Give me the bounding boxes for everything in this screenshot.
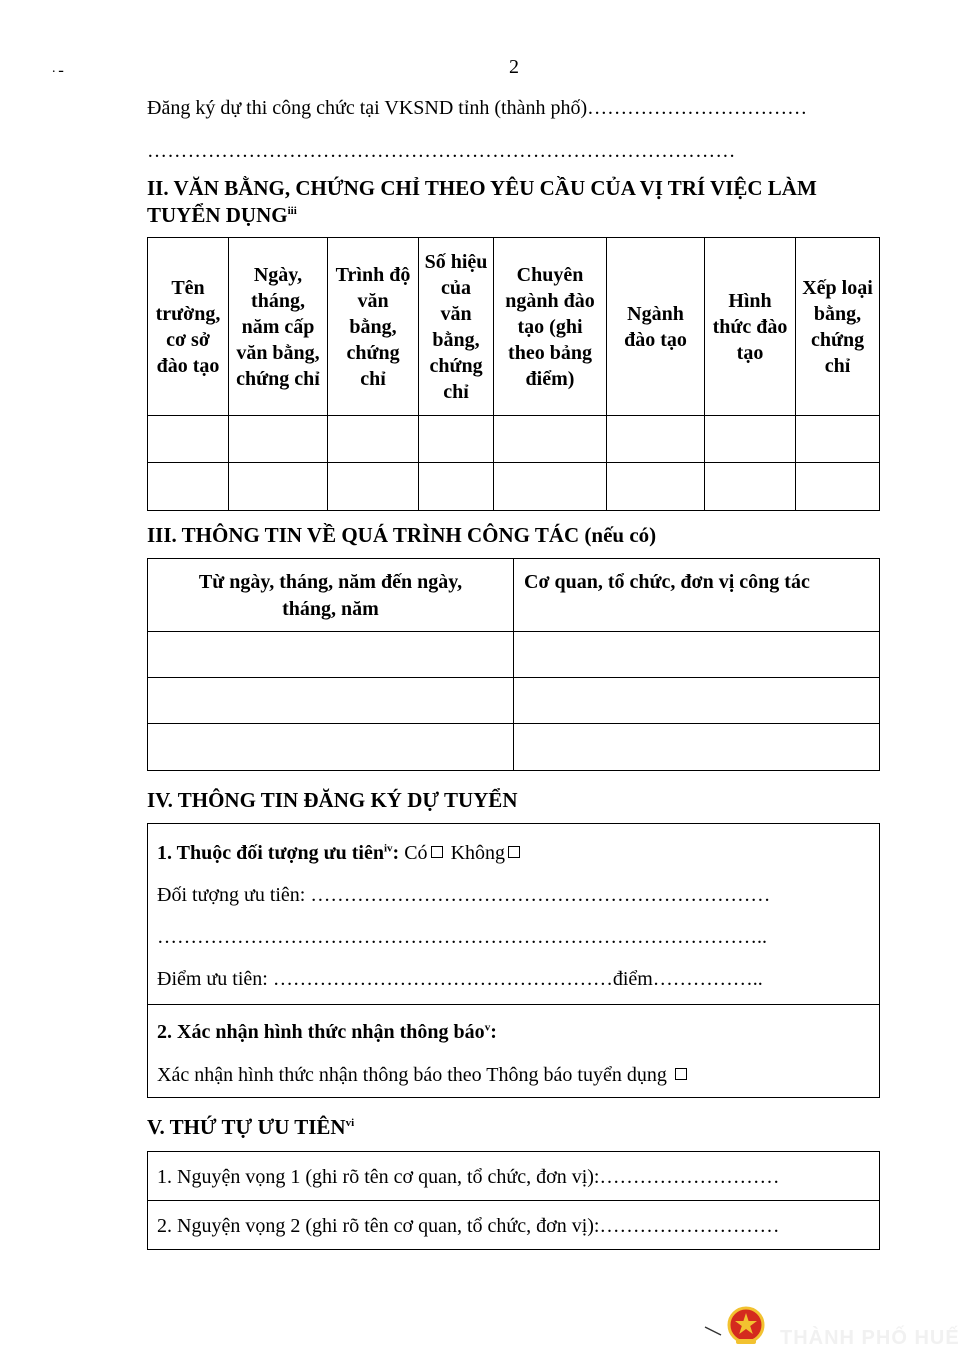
section-2-title-line2 — [147, 203, 297, 228]
priority-label: 1. Thuộc đối tượng ưu tiên — [157, 842, 384, 864]
col-period-line1: Từ ngày, tháng, năm đến ngày, — [198, 571, 463, 593]
work-header-row — [148, 559, 880, 632]
table-cell[interactable] — [148, 463, 229, 511]
confirm-text-row — [157, 1064, 690, 1087]
endnote-marker: v — [484, 1021, 491, 1034]
table-cell[interactable] — [705, 463, 796, 511]
national-emblem-icon — [727, 1306, 765, 1346]
table-cell[interactable] — [514, 632, 880, 678]
col-serial — [419, 238, 494, 416]
header-line: tạo — [736, 341, 764, 364]
col-period-line2: tháng, năm — [282, 598, 379, 620]
table-cell[interactable] — [796, 416, 880, 463]
header-line: Chuyên — [516, 263, 584, 286]
header-line: chỉ — [443, 380, 469, 403]
wish-1-field[interactable]: 1. Nguyện vọng 1 (ghi rõ tên cơ quan, tổ chức, đơn vị):……………………… — [157, 1166, 780, 1188]
priority-order-box — [147, 1151, 880, 1250]
header-line: trường, — [155, 302, 221, 325]
header-line: Xếp loại — [802, 276, 873, 299]
header-line: chứng — [429, 354, 483, 377]
header-line: chứng — [810, 328, 865, 351]
header-line: đào tạo — [624, 328, 687, 351]
col-issue-date — [229, 238, 328, 416]
header-line: Hình — [728, 289, 772, 312]
table-row — [148, 724, 880, 771]
yes-checkbox[interactable] — [431, 846, 443, 858]
header-line: Số hiệu — [424, 250, 488, 273]
table-cell[interactable] — [419, 416, 494, 463]
table-cell[interactable] — [607, 463, 705, 511]
table-cell[interactable] — [514, 724, 880, 771]
col-school — [148, 238, 229, 416]
header-line: tạo (ghi — [517, 315, 583, 338]
col-period — [148, 559, 514, 632]
table-cell[interactable] — [229, 416, 328, 463]
work-history-table — [147, 558, 880, 771]
col-training-form — [705, 238, 796, 416]
priority-row — [157, 842, 523, 865]
table-cell[interactable] — [419, 463, 494, 511]
diploma-table — [147, 237, 880, 511]
header-line: đào tạo — [156, 354, 220, 377]
priority-colon: : — [392, 842, 400, 864]
section-3-title: III. THÔNG TIN VỀ QUÁ TRÌNH CÔNG TÁC (nếu có) — [147, 523, 657, 547]
col-specialization — [494, 238, 607, 416]
confirm-label: 2. Xác nhận hình thức nhận thông báo — [157, 1021, 485, 1043]
header-line: ngành đào — [505, 289, 595, 312]
table-cell[interactable] — [705, 416, 796, 463]
header-line: năm cấp — [241, 315, 315, 338]
header-line: bằng, — [813, 302, 862, 325]
section-5-title — [147, 1115, 354, 1140]
register-line: Đăng ký dự thi công chức tại VKSND tỉnh (thành phố)…………………………… — [147, 97, 808, 119]
table-row — [148, 632, 880, 678]
header-line: bằng, — [349, 315, 397, 338]
header-line: Ngành — [627, 302, 684, 325]
table-cell[interactable] — [796, 463, 880, 511]
divider — [148, 1004, 879, 1005]
table-cell[interactable] — [229, 463, 328, 511]
confirm-checkbox[interactable] — [675, 1068, 687, 1080]
header-line: bằng, — [432, 328, 480, 351]
header-line: tháng, — [251, 289, 305, 312]
table-cell[interactable] — [494, 463, 607, 511]
table-cell[interactable] — [494, 416, 607, 463]
header-line: điểm) — [525, 367, 575, 390]
table-cell[interactable] — [148, 632, 514, 678]
confirm-text: Xác nhận hình thức nhận thông báo theo Thông báo tuyển dụng — [157, 1064, 667, 1086]
header-line: chỉ — [360, 367, 386, 390]
page-number: 2 — [509, 56, 519, 78]
table-cell[interactable] — [607, 416, 705, 463]
section-5-title-text: V. THỨ TỰ ƯU TIÊN — [147, 1115, 346, 1139]
col-organization: Cơ quan, tổ chức, đơn vị công tác — [514, 559, 880, 632]
header-line: văn — [357, 289, 389, 312]
header-line: chứng — [346, 341, 400, 364]
header-line: của — [441, 276, 471, 299]
endnote-marker: iv — [383, 842, 393, 855]
header-line: chỉ — [824, 354, 851, 377]
table-cell[interactable] — [328, 416, 419, 463]
dots-line: …………………………………………………………………………… — [147, 140, 736, 162]
diploma-header-row — [148, 238, 880, 416]
table-row — [148, 416, 880, 463]
section-2-title-text: TUYỂN DỤNG — [147, 203, 288, 227]
col-major — [607, 238, 705, 416]
scan-specks: . ـ — [52, 61, 64, 76]
watermark-text: THÀNH PHỐ HUẾ — [780, 1327, 960, 1349]
section-4-title: IV. THÔNG TIN ĐĂNG KÝ DỰ TUYỂN — [147, 788, 518, 812]
table-cell[interactable] — [148, 416, 229, 463]
scan-stroke — [704, 1326, 722, 1336]
table-row — [148, 463, 880, 511]
col-level — [328, 238, 419, 416]
yes-label: Có — [404, 842, 428, 864]
table-cell[interactable] — [148, 724, 514, 771]
registration-box — [147, 823, 880, 1098]
header-line: Trình độ — [335, 263, 411, 286]
header-line: Tên — [171, 276, 205, 299]
endnote-marker: iii — [287, 205, 297, 217]
wish-2-field[interactable]: 2. Nguyện vọng 2 (ghi rõ tên cơ quan, tổ chức, đơn vị):……………………… — [157, 1215, 780, 1237]
header-line: theo bảng — [508, 341, 592, 364]
table-cell[interactable] — [514, 678, 880, 724]
header-line: văn — [440, 302, 472, 325]
confirm-row — [157, 1021, 497, 1044]
table-row — [148, 678, 880, 724]
section-2-title-line1: II. VĂN BẰNG, CHỨNG CHỈ THEO YÊU CẦU CỦA VỊ TRÍ VIỆC LÀM — [147, 176, 817, 200]
priority-target-field[interactable]: Đối tượng ưu tiên: …………………………………………………………… — [157, 884, 771, 906]
confirm-colon: : — [490, 1021, 497, 1043]
divider — [148, 1200, 879, 1201]
header-line: thức đào — [712, 315, 788, 338]
no-label: Không — [450, 842, 506, 864]
header-line: văn bằng, — [236, 341, 320, 364]
table-cell[interactable] — [148, 678, 514, 724]
header-line: chứng chỉ — [236, 367, 320, 390]
priority-points-field[interactable]: Điểm ưu tiên: ……………………………………………điểm…………….. — [157, 968, 763, 990]
col-grade — [796, 238, 880, 416]
header-line: Ngày, — [253, 263, 303, 286]
no-checkbox[interactable] — [508, 846, 520, 858]
priority-target-continuation[interactable]: ……………………………………………………………………………….. — [157, 926, 767, 948]
endnote-marker: vi — [345, 1117, 355, 1129]
header-line: cơ sở — [166, 328, 210, 351]
table-cell[interactable] — [328, 463, 419, 511]
